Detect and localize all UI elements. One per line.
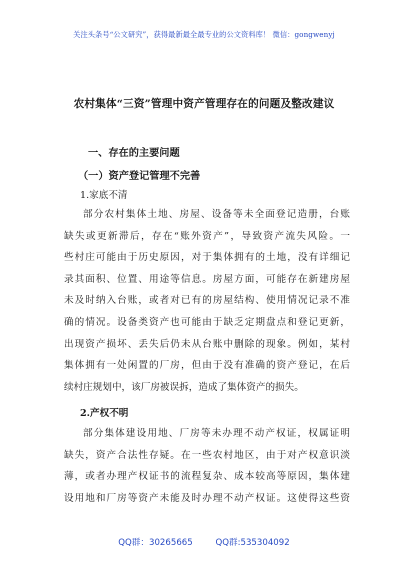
paragraph-line: 设用地和厂房等资产未能及时办理不动产权证。这使得这些资 bbox=[64, 492, 350, 504]
paragraph-line: 集体拥有一处闲置的厂房，但由于没有准确的资产登记，在后 bbox=[64, 360, 350, 372]
paragraph-line: 录其面积、位置、用途等信息。房屋方面，可能存在新建房屋 bbox=[64, 273, 350, 285]
paragraph-line: 缺失，资产合法性存疑。在一些农村地区，由于对产权意识淡 bbox=[64, 449, 350, 461]
paragraph-line: 出现资产损坏、丢失后仍未从台账中删除的现象。例如，某村 bbox=[64, 338, 350, 350]
paragraph-line: 部分集体建设用地、厂房等未办理不动产权证，权属证明 bbox=[83, 428, 350, 439]
paragraph-line: 续村庄规划中，该厂房被误拆，造成了集体资产的损失。 bbox=[64, 381, 304, 393]
footer-qq-group-1[interactable]: QQ群：30265665 bbox=[118, 538, 193, 548]
paragraph-line: 薄，或者办理产权证书的流程复杂、成本较高等原因，集体建 bbox=[64, 471, 350, 483]
paragraph-line: 未及时纳入台账，或者对已有的房屋结构、使用情况记录不准 bbox=[64, 295, 350, 307]
item-heading-1: 1.家底不清 bbox=[80, 190, 128, 201]
item-heading-2: 2.产权不明 bbox=[80, 408, 129, 419]
paragraph-2 bbox=[64, 423, 350, 509]
paragraph-line: 缺失或更新滞后，存在“账外资产”，导致资产流失风险。一 bbox=[64, 230, 350, 242]
footer bbox=[0, 536, 408, 548]
footer-qq-group-2[interactable]: QQ群:535304092 bbox=[215, 538, 290, 548]
document-title: 农村集体“三资”管理中资产管理存在的问题及整改建议 bbox=[73, 98, 335, 110]
header-banner[interactable]: 关注头条号“公文研究”，获得最新最全最专业的公文资料库！ 微信：gongwenyj bbox=[73, 30, 335, 39]
paragraph-1 bbox=[64, 204, 350, 398]
paragraph-line: 些村庄可能由于历史原因，对于集体拥有的土地，没有详细记 bbox=[64, 252, 350, 264]
subsection-heading-1: （一）资产登记管理不完善 bbox=[78, 170, 201, 182]
paragraph-line: 部分农村集体土地、房屋、设备等未全面登记造册，台账 bbox=[83, 209, 350, 220]
section-heading-1: 一、存在的主要问题 bbox=[88, 147, 180, 159]
paragraph-line: 确的情况。设备类资产也可能由于缺乏定期盘点和登记更新， bbox=[64, 316, 350, 328]
